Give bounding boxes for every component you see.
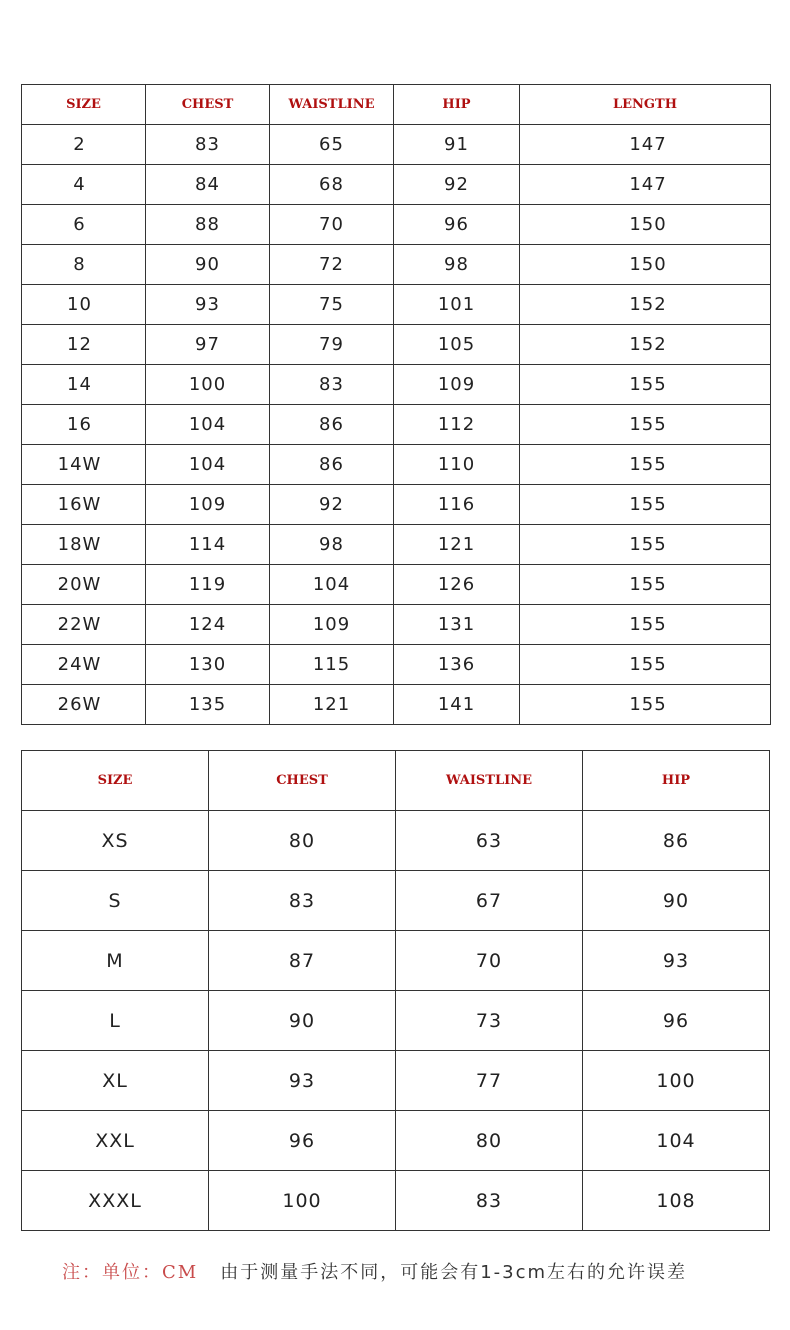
- table-cell: 93: [209, 1051, 396, 1111]
- table-cell: S: [22, 871, 209, 931]
- table-cell: 109: [394, 365, 520, 405]
- unit-note-label: 注：单位：CM: [62, 1262, 199, 1283]
- table-cell: 90: [209, 991, 396, 1051]
- table-cell: L: [22, 991, 209, 1051]
- table-row: [22, 405, 771, 445]
- table-cell: 155: [520, 485, 771, 525]
- table-cell: 100: [146, 365, 270, 405]
- table-cell: 110: [394, 445, 520, 485]
- table-cell: 18W: [22, 525, 146, 565]
- table-cell: 104: [146, 405, 270, 445]
- table-cell: 70: [270, 205, 394, 245]
- table-cell: 97: [146, 325, 270, 365]
- table-row: [22, 285, 771, 325]
- table-row: [22, 1111, 770, 1171]
- tolerance-note: 由于测量手法不同，可能会有1-3cm左右的允许误差: [220, 1262, 688, 1283]
- table-cell: 155: [520, 445, 771, 485]
- table-cell: 105: [394, 325, 520, 365]
- header-hip: HIP: [583, 751, 770, 811]
- table-cell: 152: [520, 285, 771, 325]
- table-cell: 104: [146, 445, 270, 485]
- table-cell: 114: [146, 525, 270, 565]
- table-cell: 96: [583, 991, 770, 1051]
- table-cell: 115: [270, 645, 394, 685]
- table-cell: 108: [583, 1171, 770, 1231]
- table-header-row: [22, 751, 770, 811]
- table-cell: 83: [209, 871, 396, 931]
- table-cell: 20W: [22, 565, 146, 605]
- table-cell: 124: [146, 605, 270, 645]
- table-cell: 130: [146, 645, 270, 685]
- table-header-row: [22, 85, 771, 125]
- table-cell: 80: [396, 1111, 583, 1171]
- table-cell: 135: [146, 685, 270, 725]
- table-cell: 84: [146, 165, 270, 205]
- table-cell: XXXL: [22, 1171, 209, 1231]
- table-cell: 90: [583, 871, 770, 931]
- table-cell: 83: [146, 125, 270, 165]
- table-row: [22, 931, 770, 991]
- table-cell: 96: [394, 205, 520, 245]
- table-cell: 86: [270, 445, 394, 485]
- table-row: [22, 125, 771, 165]
- table-cell: M: [22, 931, 209, 991]
- table-cell: 16: [22, 405, 146, 445]
- table-row: [22, 811, 770, 871]
- table-cell: 4: [22, 165, 146, 205]
- table-cell: 155: [520, 685, 771, 725]
- header-size: SIZE: [22, 85, 146, 125]
- table-cell: 88: [146, 205, 270, 245]
- table-cell: 70: [396, 931, 583, 991]
- table-cell: 91: [394, 125, 520, 165]
- table-row: [22, 445, 771, 485]
- table-cell: 155: [520, 565, 771, 605]
- table-cell: 101: [394, 285, 520, 325]
- table-cell: 104: [270, 565, 394, 605]
- table-cell: 80: [209, 811, 396, 871]
- table-cell: 86: [270, 405, 394, 445]
- table-cell: 98: [270, 525, 394, 565]
- table-cell: 26W: [22, 685, 146, 725]
- table-cell: 150: [520, 205, 771, 245]
- table-cell: 67: [396, 871, 583, 931]
- table-cell: 12: [22, 325, 146, 365]
- table-row: [22, 685, 771, 725]
- table-cell: 83: [270, 365, 394, 405]
- table-cell: 24W: [22, 645, 146, 685]
- table-row: [22, 205, 771, 245]
- table-cell: 155: [520, 405, 771, 445]
- table-row: [22, 645, 771, 685]
- letter-size-chart-body: [22, 811, 770, 1231]
- table-cell: 68: [270, 165, 394, 205]
- table-row: [22, 365, 771, 405]
- table-cell: 119: [146, 565, 270, 605]
- table-cell: 92: [394, 165, 520, 205]
- table-row: [22, 1171, 770, 1231]
- header-chest: CHEST: [209, 751, 396, 811]
- table-cell: 104: [583, 1111, 770, 1171]
- table-row: [22, 525, 771, 565]
- table-cell: 98: [394, 245, 520, 285]
- table-cell: 63: [396, 811, 583, 871]
- table-cell: 155: [520, 605, 771, 645]
- table-row: [22, 565, 771, 605]
- table-cell: 79: [270, 325, 394, 365]
- numeric-size-chart-body: [22, 125, 771, 725]
- table-cell: 152: [520, 325, 771, 365]
- header-hip: HIP: [394, 85, 520, 125]
- table-cell: 100: [209, 1171, 396, 1231]
- table-row: [22, 605, 771, 645]
- table-cell: 16W: [22, 485, 146, 525]
- table-cell: 121: [394, 525, 520, 565]
- table-cell: XS: [22, 811, 209, 871]
- table-row: [22, 1051, 770, 1111]
- table-cell: 14: [22, 365, 146, 405]
- table-cell: 147: [520, 165, 771, 205]
- letter-size-chart: [21, 750, 770, 1231]
- table-cell: 22W: [22, 605, 146, 645]
- table-cell: 131: [394, 605, 520, 645]
- table-cell: 116: [394, 485, 520, 525]
- table-cell: 109: [270, 605, 394, 645]
- table-cell: XXL: [22, 1111, 209, 1171]
- table-cell: 77: [396, 1051, 583, 1111]
- table-cell: 121: [270, 685, 394, 725]
- numeric-size-chart: [21, 84, 771, 725]
- table-cell: 147: [520, 125, 771, 165]
- table-cell: 155: [520, 365, 771, 405]
- table-cell: 155: [520, 645, 771, 685]
- table-row: [22, 991, 770, 1051]
- table-cell: 93: [146, 285, 270, 325]
- table-cell: 72: [270, 245, 394, 285]
- table-cell: 100: [583, 1051, 770, 1111]
- header-size: SIZE: [22, 751, 209, 811]
- table-cell: 73: [396, 991, 583, 1051]
- header-waistline: WAISTLINE: [270, 85, 394, 125]
- table-cell: 112: [394, 405, 520, 445]
- table-cell: 14W: [22, 445, 146, 485]
- table-cell: 75: [270, 285, 394, 325]
- table-cell: 90: [146, 245, 270, 285]
- measurement-footnote: [62, 1258, 782, 1284]
- table-cell: 2: [22, 125, 146, 165]
- table-row: [22, 245, 771, 285]
- table-cell: 150: [520, 245, 771, 285]
- table-row: [22, 871, 770, 931]
- header-chest: CHEST: [146, 85, 270, 125]
- table-row: [22, 165, 771, 205]
- table-cell: XL: [22, 1051, 209, 1111]
- table-cell: 8: [22, 245, 146, 285]
- table-cell: 126: [394, 565, 520, 605]
- table-cell: 87: [209, 931, 396, 991]
- table-cell: 83: [396, 1171, 583, 1231]
- table-cell: 109: [146, 485, 270, 525]
- table-cell: 155: [520, 525, 771, 565]
- header-length: LENGTH: [520, 85, 771, 125]
- table-cell: 92: [270, 485, 394, 525]
- table-cell: 93: [583, 931, 770, 991]
- header-waistline: WAISTLINE: [396, 751, 583, 811]
- table-row: [22, 485, 771, 525]
- table-cell: 65: [270, 125, 394, 165]
- table-row: [22, 325, 771, 365]
- table-cell: 6: [22, 205, 146, 245]
- table-cell: 96: [209, 1111, 396, 1171]
- table-cell: 141: [394, 685, 520, 725]
- table-cell: 86: [583, 811, 770, 871]
- table-cell: 136: [394, 645, 520, 685]
- table-cell: 10: [22, 285, 146, 325]
